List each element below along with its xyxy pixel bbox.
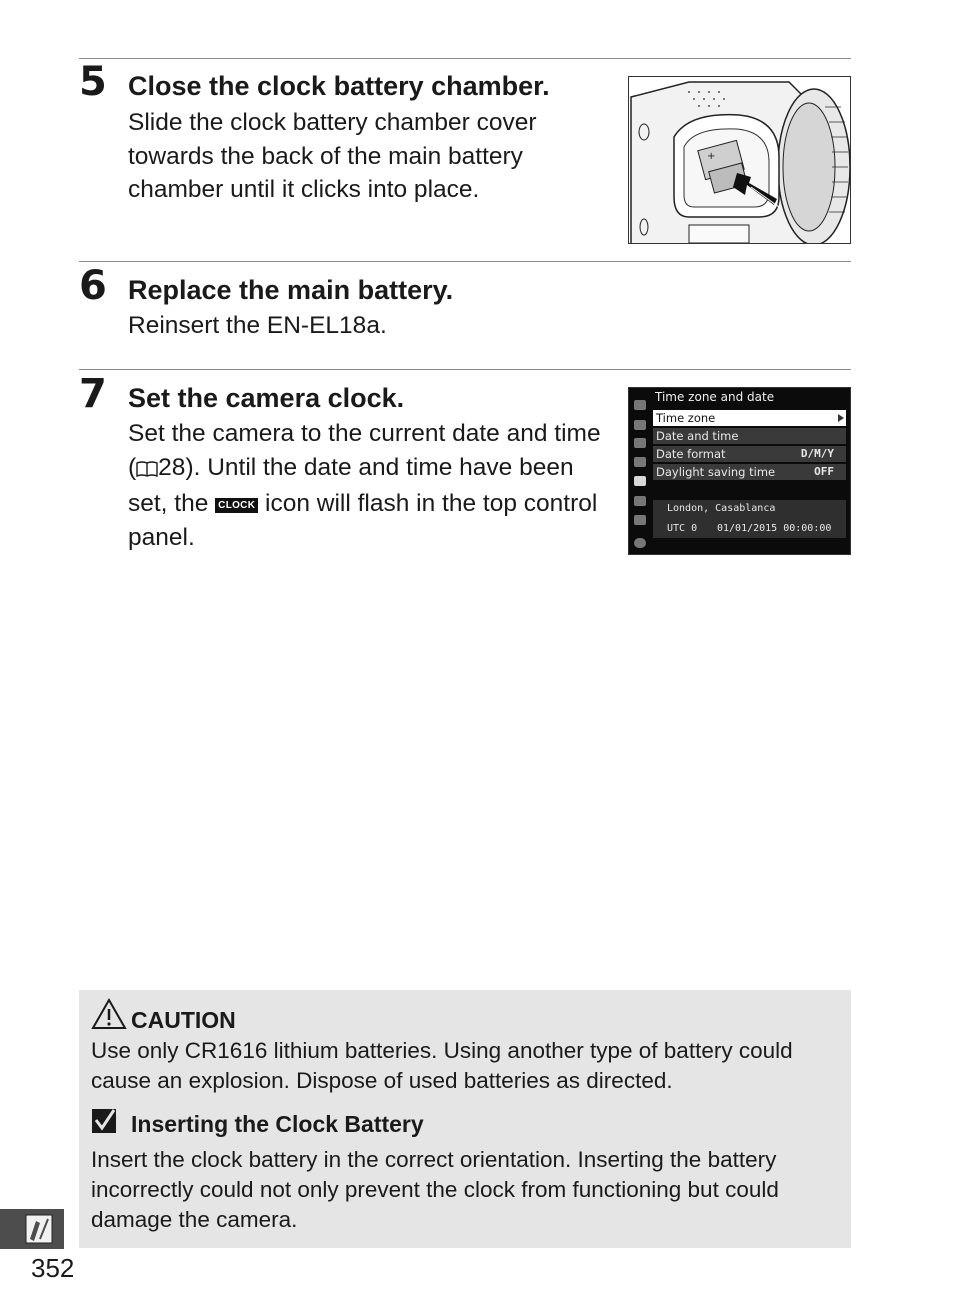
step-title: Replace the main battery. [128,275,454,305]
note-title: Inserting the Clock Battery [131,1110,424,1137]
arrow-right-icon [838,414,844,422]
note-heading [91,1108,424,1140]
step-body [128,417,614,555]
step-number: 7 [79,371,107,417]
playback-icon [634,400,646,410]
camera-battery-illustration [628,76,851,244]
clock-icon: CLOCK [215,498,258,513]
book-icon [136,454,158,488]
menu-title: Time zone and date [655,390,775,404]
step-body-text: Set the camera to the current date and time ( [128,420,601,481]
step-number: 5 [79,59,107,105]
menu-item-time-zone[interactable] [653,410,846,426]
menu-item-label: Time zone [656,411,716,425]
page-reference[interactable]: 28 [158,453,186,481]
step-body-text: icon will flash in the top control panel. [128,490,598,552]
camera-illustration-svg [629,77,851,244]
menu-item-date-and-time[interactable] [653,428,846,444]
notes-tab-icon [0,1209,64,1249]
help-icon [634,538,646,548]
step-title: Close the clock battery chamber. [128,71,550,101]
notes-box [79,990,851,1248]
caution-text: Use only CR1616 lithium batteries. Using another type of battery could cause an explosion. Dispose of used batteries as directed. [91,1038,793,1093]
menu-item-value: OFF [814,465,834,478]
timezone-info-panel [653,500,846,538]
page-number: 352 [31,1253,75,1283]
movie-icon [634,438,646,448]
warning-icon [91,998,127,1036]
camera-icon [634,420,646,430]
my-menu-icon [634,515,646,525]
menu-item-label: Date format [656,447,726,461]
menu-item-label: Daylight saving time [656,465,776,479]
checkmark-note-icon [91,1108,119,1140]
datetime-label: 01/01/2015 00:00:00 [717,523,832,534]
menu-item-date-format[interactable] [653,446,846,462]
menu-item-daylight-saving[interactable] [653,464,846,480]
divider [79,261,851,262]
step-title: Set the camera clock. [128,383,405,413]
menu-screen [628,387,851,555]
note-text: Insert the clock battery in the correct orientation. Inserting the battery incorrectly could not only prevent the clock from functioning but could damage the camera. [91,1147,779,1232]
caution-title: CAUTION [131,1006,236,1033]
wrench-icon [634,476,646,486]
city-label: London, Casablanca [667,503,776,514]
step-body-text: ). Until the date and time have been set, the [128,453,574,518]
step-body: Reinsert the EN-EL18a. [128,312,387,339]
menu-item-value: D/M/Y [800,447,834,460]
divider [79,58,851,59]
retouch-icon [634,496,646,506]
section-tab [0,1209,64,1249]
utc-label: UTC 0 [667,523,698,534]
step-number: 6 [79,263,107,309]
pencil-icon [634,457,646,467]
step-body: Slide the clock battery chamber cover towards the back of the main battery chamber until it clicks into place. [128,109,537,204]
divider [79,369,851,370]
caution-heading [91,998,236,1036]
menu-item-label: Date and time [656,429,739,443]
svg-text:+: + [707,151,716,162]
menu-sidebar [631,398,649,552]
